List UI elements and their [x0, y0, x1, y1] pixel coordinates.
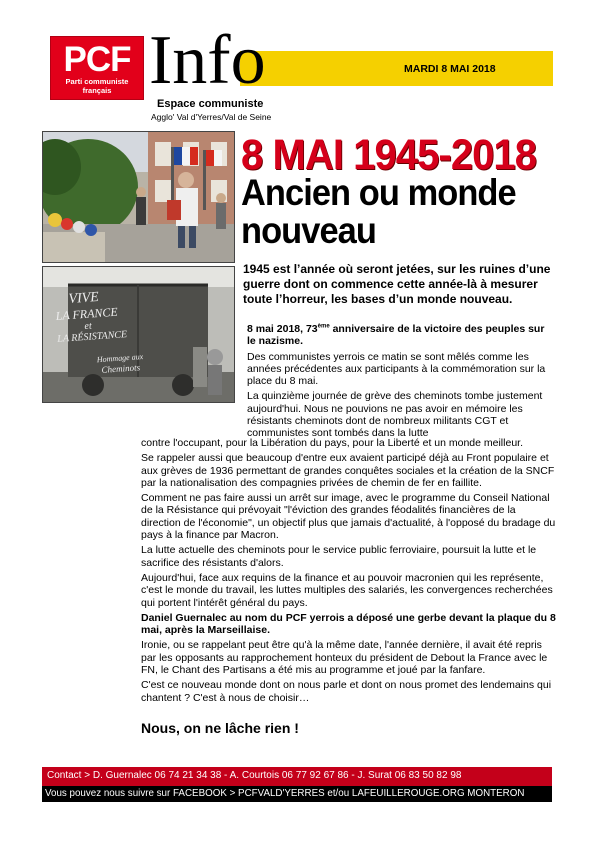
issue-date: MARDI 8 MAI 2018 [404, 63, 496, 75]
wagon-chalk-inscription: VIVE LA FRANCE et LA RÉSISTANCE Hommage aux Cheminots [55, 289, 144, 375]
article-paragraph: Comment ne pas faire aussi un arrêt sur image, avec le programme du Conseil National de la Résistance qui prévoyait "l'éviction des grandes féodalités financières de la direction de l'économie", un objectif plus que jamais d'actualité, à l'opposé du bradage du pays à la finance par Macron. [141, 492, 556, 542]
section-name: Espace communiste [157, 98, 264, 110]
date-band [240, 51, 553, 86]
slogan: Nous, on ne lâche rien ! [141, 720, 299, 736]
article-paragraph: Se rappeler aussi que beaucoup d'entre eux avaient participé déjà au Front populaire et aux grèves de 1936 permettant de grandes conquêtes sociales et la création de la SNCF par la nationalisation des compagnies privées de chemin de fer en faillite. [141, 452, 555, 489]
article-paragraph-bold: Daniel Guernalec au nom du PCF yerrois a déposé une gerbe devant la plaque du 8 mai, après la Marseillaise. [141, 611, 556, 637]
logo-subtitle: Parti communiste français [65, 77, 129, 95]
headline-date: 8 MAI 1945-2018 [241, 131, 537, 179]
area-name: Agglo' Val d'Yerres/Val de Seine [151, 112, 272, 122]
article-body [141, 437, 557, 704]
pcf-logo [50, 36, 144, 100]
headline-title: Ancien ou monde nouveau [241, 172, 516, 251]
article-column [247, 323, 555, 440]
masthead-title: Info [149, 22, 266, 99]
contact-bar [42, 767, 552, 786]
logo-title: PCF [63, 40, 131, 79]
lead-paragraph: 1945 est l’année où seront jetées, sur les ruines d’une guerre dont on commence cette année-là à mesurer toute l’horreur, les bases d’un monde nouveau. [243, 262, 551, 306]
article-paragraph: contre l'occupant, pour la Libération du pays, pour la Liberté et un monde meilleur. [141, 437, 523, 449]
article-intro: 8 mai 2018, 73ème anniversaire de la victoire des peuples sur le nazisme. [247, 323, 545, 348]
commemoration-photo [42, 131, 235, 263]
article-paragraph: C'est ce nouveau monde dont on nous parle et dont on nous promet des lendemains qui chantent ? C'est à nous de choisir… [141, 679, 552, 704]
article-paragraph: La quinzième journée de grève des cheminots tombe justement aujourd'hui. Nous ne pouvions ne pas avoir en mémoire les résistants cheminots dont de nombreux militants CGT et communistes sont tombés dans la lutte [247, 390, 543, 440]
article-paragraph: Des communistes yerrois ce matin se sont mêlés comme les années précédentes aux participants à la commémoration sur la place du 8 mai. [247, 350, 546, 388]
follow-text: Vous pouvez nous suivre sur FACEBOOK > PCFVALD'YERRES et/ou LAFEUILLEROUGE.ORG MONTERON [45, 788, 525, 799]
article-paragraph: La lutte actuelle des cheminots pour le service public ferroviaire, poursuit la lutte et le sacrifice des résistants d'alors. [141, 544, 537, 569]
article-paragraph: Ironie, ou se rappelant peut être qu'à la même date, l'année dernière, il avait été repris par les opposants au rapprochement honteux du président de Debout la France avec le FN, le Chant des Partisans a été mis au programme et joué par la fanfare. [141, 639, 548, 677]
article-paragraph: Aujourd'hui, face aux requins de la finance et au pouvoir macronien qui les représente, c'est le monde du travail, les luttes multiples des salariés, les convergences recherchées qui portent l'intérêt général du pays. [141, 571, 553, 609]
follow-bar [42, 786, 552, 802]
contact-text: Contact > D. Guernalec 06 74 21 34 38 - A. Courtois 06 77 92 67 86 - J. Surat 06 83 50 82 98 [47, 770, 462, 781]
